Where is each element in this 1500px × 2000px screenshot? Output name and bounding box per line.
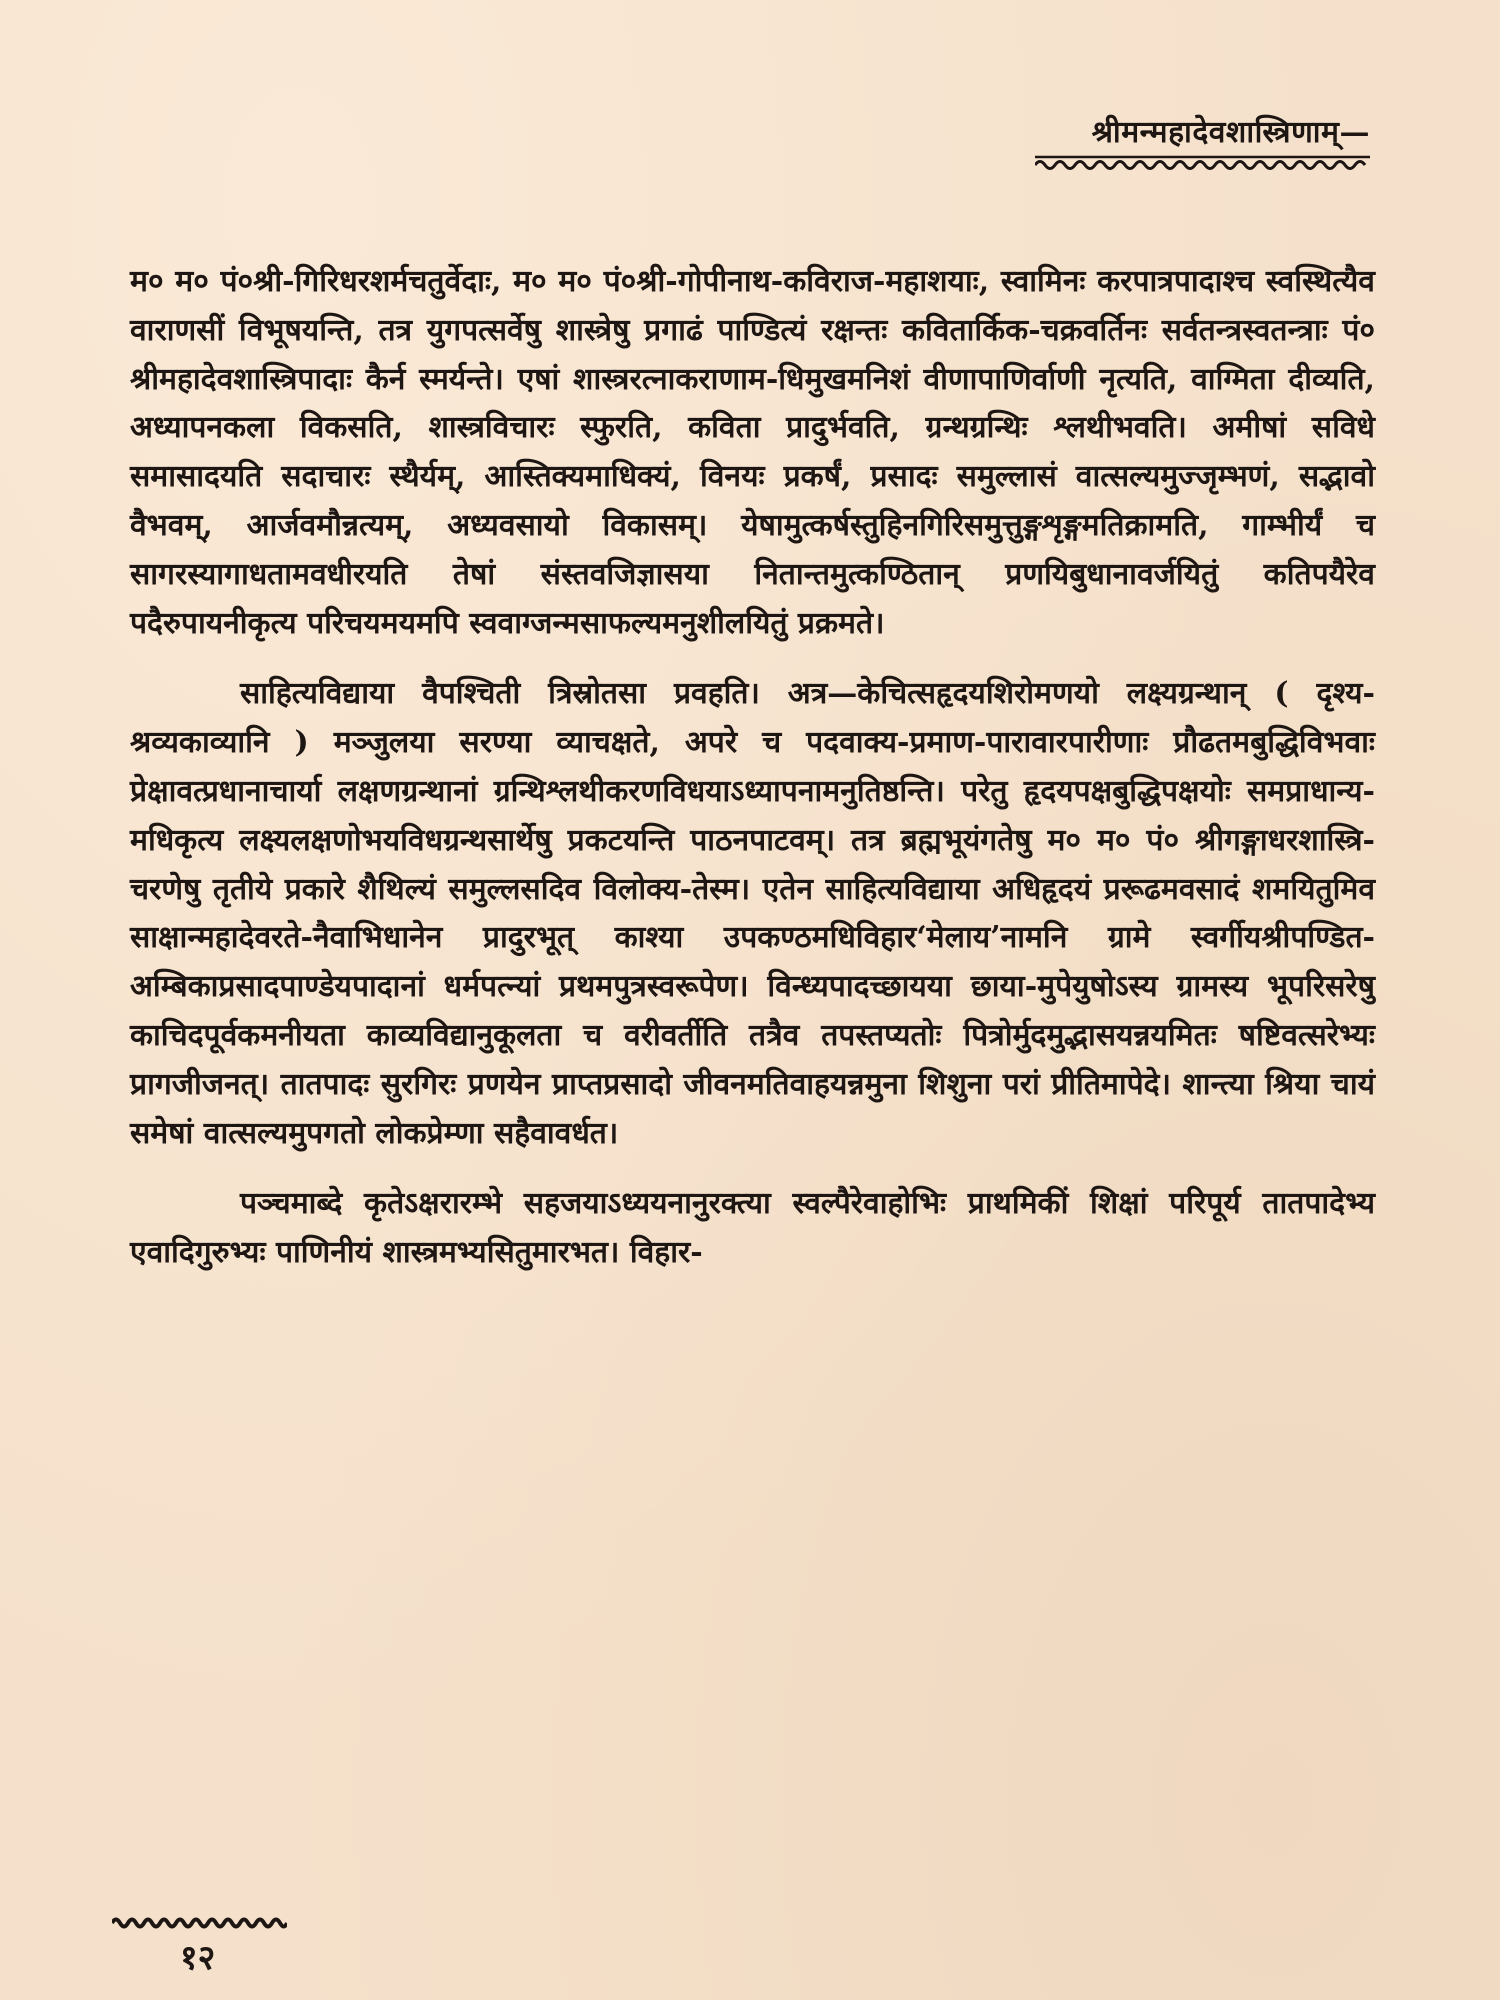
paragraph-sahitya: साहित्यविद्याया वैपश्चिती त्रिस्रोतसा प्रवहति। अत्र—केचित्सहृदयशिरोमणयो लक्ष्यग्रन्थान् ( दृश्य-श्रव्यकाव्यानि ) मञ्जुलया सरण्या व्याचक्षते, अपरे च पदवाक्य-प्रमाण-पारावारपारीणाः प्रौढतमबुद्धिविभवाः प्रेक्षावत्प्रधानाचार्या लक्षणग्रन्थानां ग्रन्थिश्लथीकरणविधयाऽध्यापनामनुतिष्ठन्ति। परेतु हृदयपक्षबुद्धिपक्षयोः समप्राधान्य-मधिकृत्य लक्ष्यलक्षणोभयविधग्रन्थसार्थेषु प्रकटयन्ति पाठनपाटवम्। तत्र ब्रह्मभूयंगतेषु म० म० पं० श्रीगङ्गाधरशास्त्रि-चरणेषु तृतीये प्रकारे शैथिल्यं समुल्लसदिव विलोक्य-तेस्म। एतेन साहित्यविद्याया अधिहृदयं प्ररूढमवसादं शमयितुमिव साक्षान्महादेवरते-नैवाभिधानेन प्रादुरभूत् काश्या उपकण्ठमधिविहार‘मेलाय’नामनि ग्रामे स्वर्गीयश्रीपण्डित-अम्बिकाप्रसादपाण्डेयपादानां धर्मपत्न्यां प्रथमपुत्रस्वरूपेण। विन्ध्यपादच्छायया छाया-मुपेयुषोऽस्य ग्रामस्य भूपरिसरेषु काचिदपूर्वकमनीयता काव्यविद्यानुकूलता च वरीवर्तीति तत्रैव तपस्तप्यतोः पित्रोर्मुदमुद्भासयन्नयमितः षष्टिवत्सरेभ्यः प्रागजीजनत्। तातपादः सुरगिरः प्रणयेन प्राप्तप्रसादो जीवनमतिवाहयन्नमुना शिशुना परां प्रीतिमापेदे। शान्त्या श्रिया चायं समेषां वात्सल्यमुपगतो लोकप्रेम्णा सहैवावर्धत। [130,676,1375,1151]
running-header [1035,110,1370,171]
wavy-footer-rule [112,1915,287,1931]
wavy-header-rule [1035,153,1370,171]
paragraph-intro: म० म० पं०श्री-गिरिधरशर्मचतुर्वेदाः, म० म० पं०श्री-गोपीनाथ-कविराज-महाशयाः, स्वामिनः करपात्रपादाश्च स्वस्थित्यैव वाराणसीं विभूषयन्ति, तत्र युगपत्सर्वेषु शास्त्रेषु प्रगाढं पाण्डित्यं रक्षन्तः कवितार्किक-चक्रवर्तिनः सर्वतन्त्रस्वतन्त्राः पं० श्रीमहादेवशास्त्रिपादाः कैर्न स्मर्यन्ते। एषां शास्त्ररत्नाकराणाम-धिमुखमनिशं वीणापाणिर्वाणी नृत्यति, वाग्मिता दीव्यति, अध्यापनकला विकसति, शास्त्रविचारः स्फुरति, कविता प्रादुर्भवति, ग्रन्थग्रन्थिः श्लथीभवति। अमीषां सविधे समासादयति सदाचारः स्थैर्यम्, आस्तिक्यमाधिक्यं, विनयः प्रकर्षं, प्रसादः समुल्लासं वात्सल्यमुज्जृम्भणं, सद्भावो वैभवम्, आर्जवमौन्नत्यम्, अध्यवसायो विकासम्। येषामुत्कर्षस्तुहिनगिरिसमुत्तुङ्गशृङ्गमतिक्रामति, गाम्भीर्यं च सागरस्यागाधतामवधीरयति तेषां संस्तवजिज्ञासया नितान्तमुत्कण्ठितान् प्रणयिबुधानावर्जयितुं कतिपयैरेव पदैरुपायनीकृत्य परिचयमयमपि स्ववाग्जन्मसाफल्यमनुशीलयितुं प्रक्रमते। [130,264,1375,641]
page-footer [112,1915,287,1979]
running-title: श्रीमन्महादेवशास्त्रिणाम्— [1091,115,1370,150]
paragraph-education: पञ्चमाब्दे कृतेऽक्षरारम्भे सहजयाऽध्ययनानुरक्त्या स्वल्पैरेवाहोभिः प्राथमिकीं शिक्षां परिपूर्य तातपादेभ्य एवादिगुरुभ्यः पाणिनीयं शास्त्रमभ्यसितुमारभत। विहार- [130,1186,1375,1271]
page-body [130,258,1375,1300]
page-number: १२ [180,1938,216,1978]
